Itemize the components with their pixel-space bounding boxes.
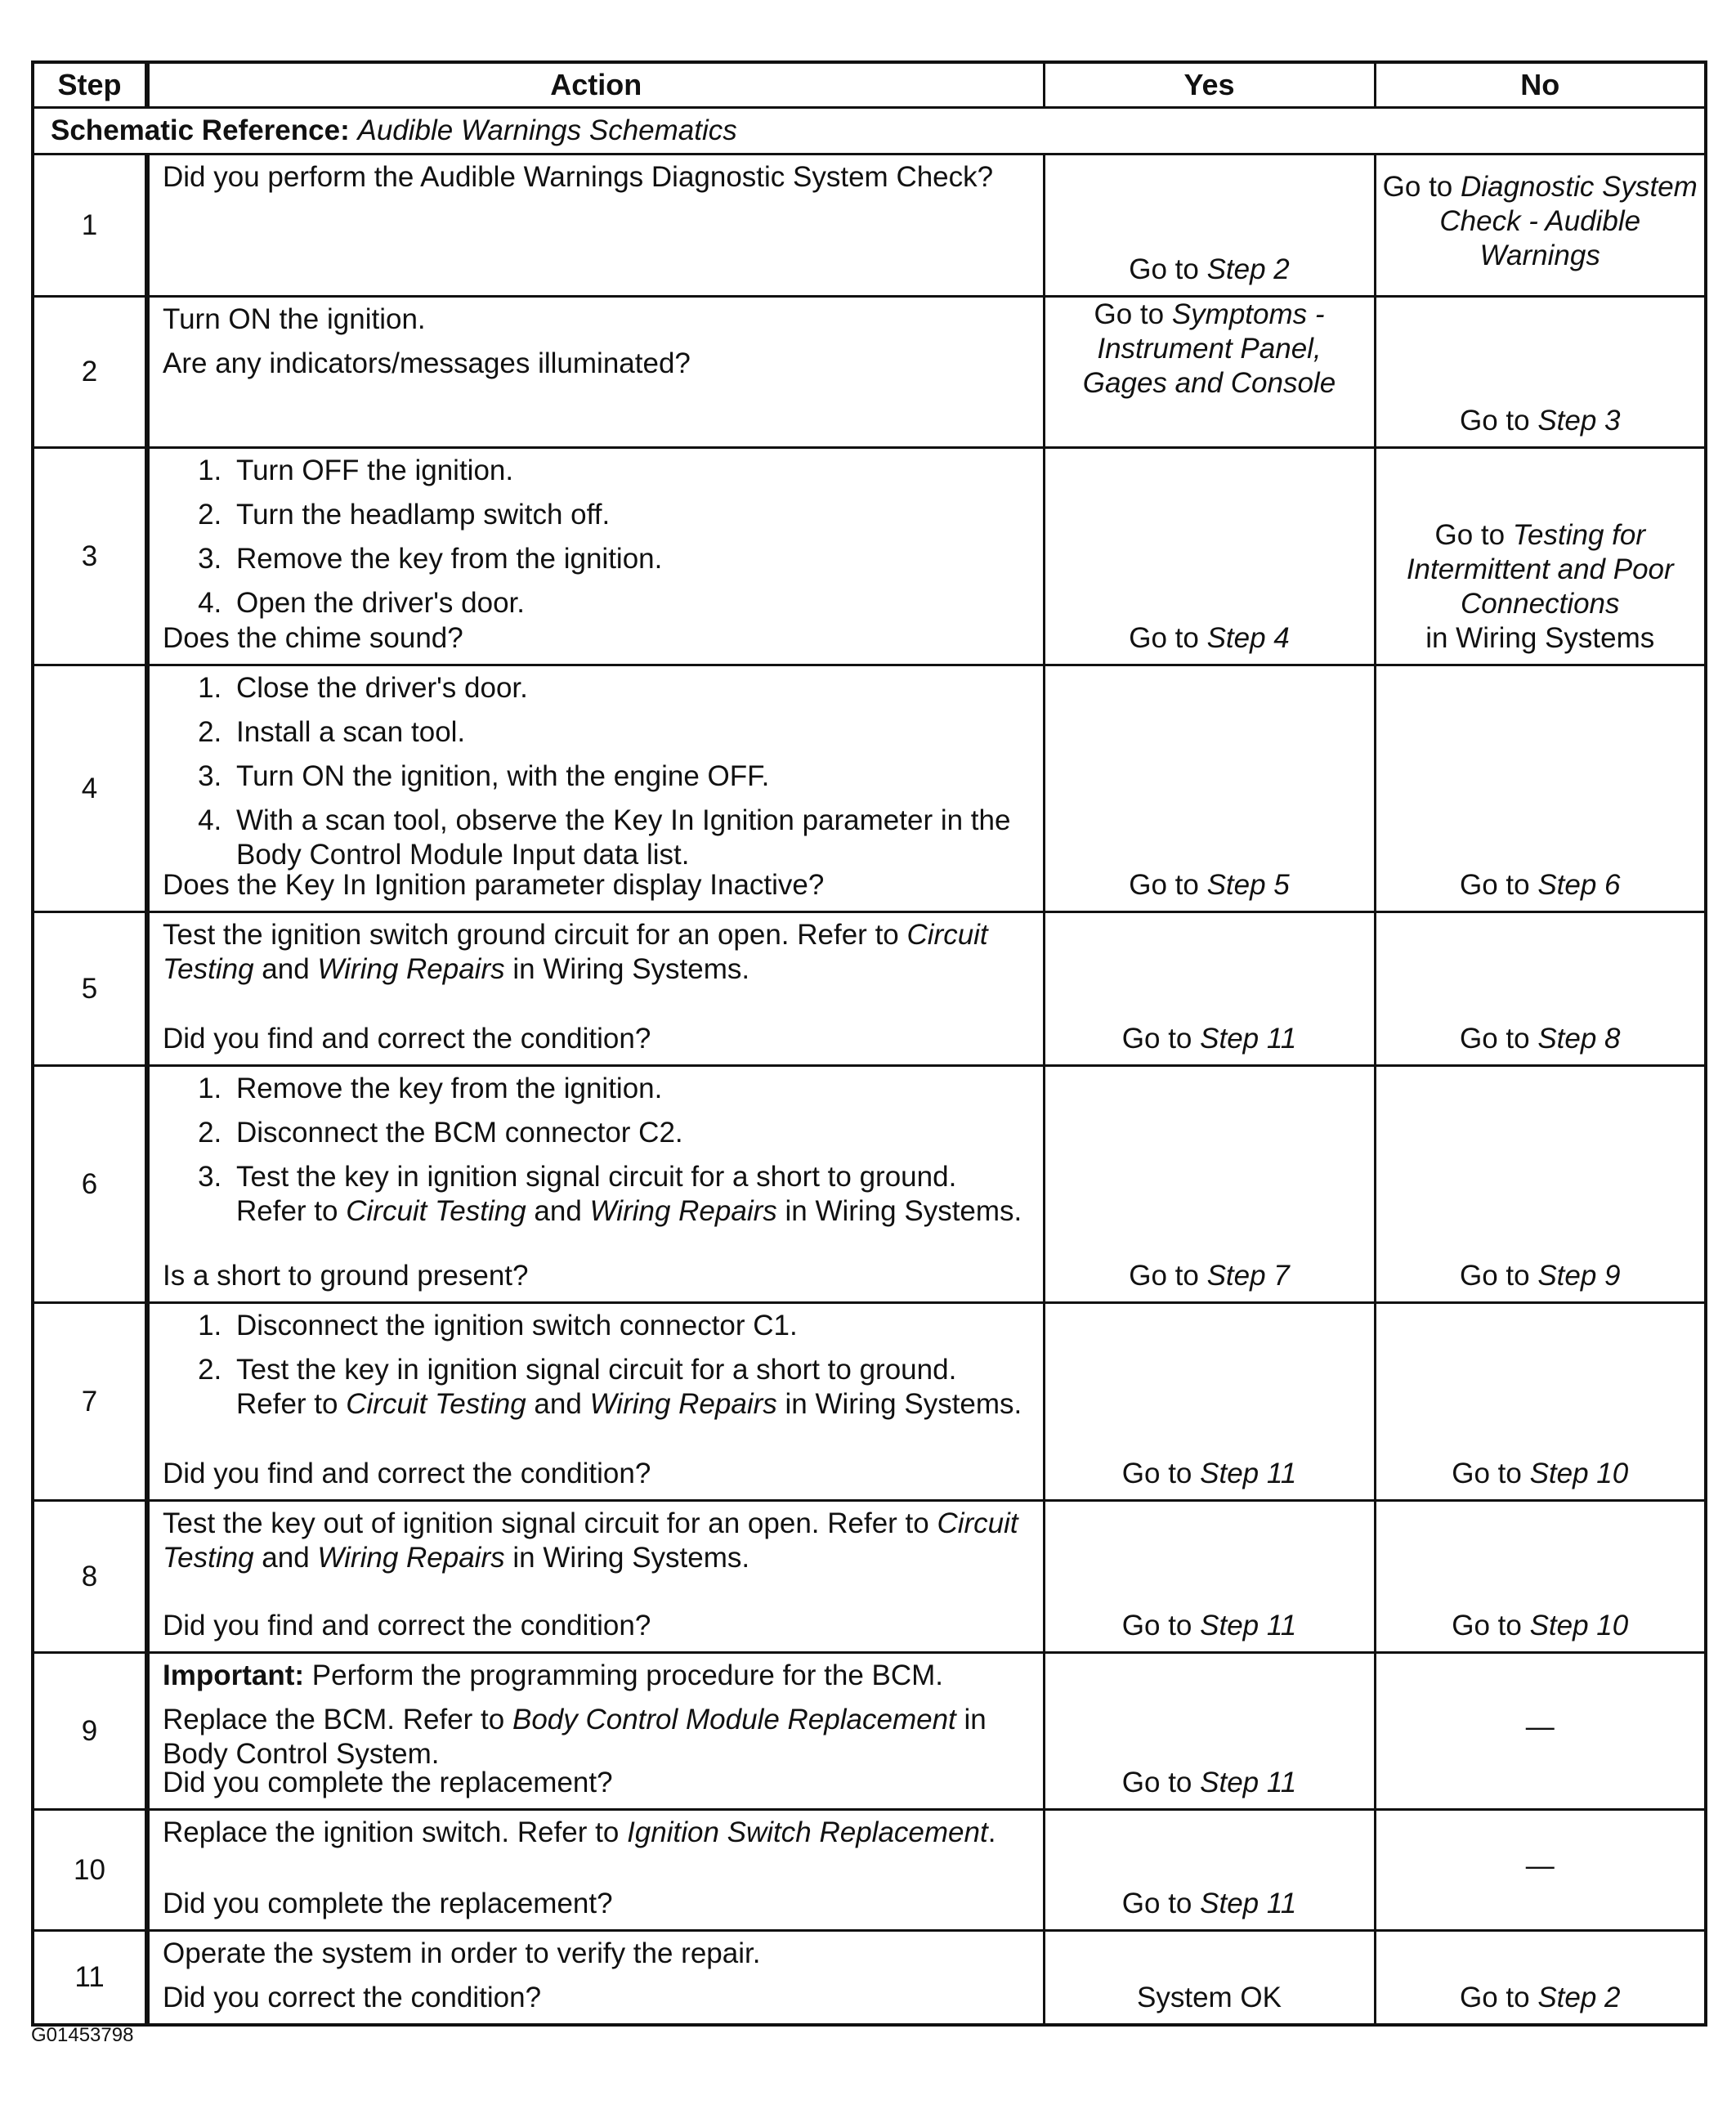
step-number: 1 — [33, 155, 147, 297]
header-action: Action — [147, 62, 1044, 108]
yes-cell — [1044, 1303, 1375, 1501]
text-part: and — [253, 953, 318, 985]
action-cell — [147, 912, 1044, 1066]
text-part: Replace the BCM. Refer to — [163, 1704, 512, 1736]
yes-step-link[interactable]: Step 7 — [1206, 1260, 1290, 1292]
reference-link[interactable]: Circuit Testing — [163, 1507, 1018, 1574]
yes-step-link[interactable]: Step 11 — [1200, 1767, 1297, 1798]
reference-link[interactable]: Circuit Testing — [346, 1388, 526, 1420]
table-row — [33, 912, 1706, 1066]
step-number: 3 — [33, 448, 147, 665]
action-step-item: 2. Disconnect the BCM connector C2. — [230, 1116, 1033, 1150]
table-row — [33, 1066, 1706, 1303]
action-question: Did you correct the condition? — [163, 1982, 542, 2013]
action-cell — [147, 1066, 1044, 1303]
no-link[interactable]: Diagnostic System Check - Audible Warnings — [1439, 170, 1698, 271]
yes-cell — [1044, 1066, 1375, 1303]
yes-prefix: Go to — [1121, 1023, 1201, 1055]
no-prefix: Go to — [1452, 1458, 1530, 1489]
header-row — [33, 62, 1706, 108]
yes-cell — [1044, 1931, 1375, 2026]
action-step-item — [230, 1160, 1033, 1229]
important-label: Important: — [163, 1659, 305, 1691]
step-number: 10 — [33, 1810, 147, 1931]
action-question: Did you complete the replacement? — [163, 1767, 613, 1798]
no-step-link[interactable]: Step 2 — [1537, 1982, 1621, 2013]
action-question: Did you find and correct the condition? — [163, 1023, 651, 1055]
no-prefix: Go to — [1459, 869, 1538, 901]
table-row — [33, 448, 1706, 665]
yes-cell — [1044, 1810, 1375, 1931]
yes-step-link[interactable]: Step 11 — [1200, 1610, 1297, 1641]
action-cell — [147, 1653, 1044, 1810]
action-question: Did you complete the replacement? — [163, 1888, 613, 1919]
yes-prefix: Go to — [1094, 298, 1172, 330]
action-question: Does the chime sound? — [163, 622, 463, 654]
header-yes: Yes — [1044, 62, 1375, 108]
header-step: Step — [33, 62, 147, 108]
step-number: 11 — [33, 1931, 147, 2026]
table-row — [33, 1931, 1706, 2026]
action-step-item: 3. Remove the key from the ignition. — [230, 542, 1033, 576]
action-cell — [147, 155, 1044, 297]
no-cell — [1375, 912, 1706, 1066]
text-part: Test the key in ignition signal circuit for a short to ground. Refer to — [236, 1161, 957, 1227]
no-suffix: in Wiring Systems — [1425, 622, 1655, 654]
no-step-link[interactable]: Step 6 — [1537, 869, 1621, 901]
step-number: 2 — [33, 297, 147, 448]
text-part: in Wiring Systems. — [504, 953, 750, 985]
yes-step-link[interactable]: Step 11 — [1200, 1023, 1297, 1055]
yes-cell — [1044, 912, 1375, 1066]
table-row — [33, 1810, 1706, 1931]
action-step-item: 4. With a scan tool, observe the Key In Ignition parameter in the Body Control Module Input data list. — [230, 804, 1033, 872]
reference-link[interactable]: Circuit Testing — [163, 919, 988, 985]
reference-link[interactable]: Wiring Repairs — [317, 953, 505, 985]
action-step-item: 1. Turn OFF the ignition. — [230, 454, 1033, 488]
reference-link[interactable]: Wiring Repairs — [589, 1195, 777, 1227]
text-part: Test the ignition switch ground circuit for an open. Refer to — [163, 919, 907, 951]
schematic-link[interactable]: Audible Warnings Schematics — [357, 114, 737, 146]
no-cell — [1375, 665, 1706, 912]
text-part: and — [526, 1388, 590, 1420]
no-cell — [1375, 155, 1706, 297]
table-row — [33, 665, 1706, 912]
action-cell — [147, 297, 1044, 448]
text-part: in Body Control System. — [163, 1704, 987, 1770]
action-steps-list — [163, 671, 1033, 872]
yes-step-link[interactable]: Step 2 — [1206, 253, 1290, 285]
action-cell — [147, 1501, 1044, 1653]
action-question: Does the Key In Ignition parameter display Inactive? — [163, 869, 825, 901]
text-part: Replace the ignition switch. Refer to — [163, 1816, 628, 1848]
yes-prefix: Go to — [1121, 1458, 1201, 1489]
no-prefix: Go to — [1434, 519, 1513, 551]
action-step-item: 1. Remove the key from the ignition. — [230, 1072, 1033, 1106]
yes-cell — [1044, 1501, 1375, 1653]
dash: — — [1525, 1710, 1555, 1743]
no-step-link[interactable]: Step 10 — [1529, 1610, 1629, 1641]
action-step-item: 4. Open the driver's door. — [230, 586, 1033, 620]
no-step-link[interactable]: Step 10 — [1529, 1458, 1629, 1489]
figure-code: G01453798 — [31, 2024, 134, 2046]
no-cell — [1375, 297, 1706, 448]
action-steps-list — [163, 1309, 1033, 1422]
text-part: and — [526, 1195, 590, 1227]
no-cell — [1375, 448, 1706, 665]
text-part: and — [253, 1542, 318, 1574]
yes-step-link[interactable]: Step 11 — [1200, 1458, 1297, 1489]
action-step-item — [230, 1353, 1033, 1422]
action-step-item: 1. Close the driver's door. — [230, 671, 1033, 705]
no-prefix: Go to — [1382, 170, 1461, 203]
important-text: Perform the programming procedure for the BCM. — [304, 1659, 944, 1691]
reference-link[interactable]: Ignition Switch Replacement — [627, 1816, 988, 1848]
no-prefix: Go to — [1459, 1982, 1538, 2013]
yes-step-link[interactable]: Step 11 — [1200, 1888, 1297, 1919]
diagnostic-table — [31, 60, 1707, 2027]
action-steps-list — [163, 454, 1033, 620]
step-number: 8 — [33, 1501, 147, 1653]
no-link[interactable]: Testing for Intermittent and Poor Connections — [1406, 519, 1674, 620]
step-number: 7 — [33, 1303, 147, 1501]
table-row — [33, 1501, 1706, 1653]
no-step-link[interactable]: Step 8 — [1537, 1023, 1621, 1055]
yes-cell — [1044, 665, 1375, 912]
no-step-link[interactable]: Step 3 — [1537, 405, 1621, 437]
action-cell — [147, 1303, 1044, 1501]
action-text — [163, 1816, 1033, 1850]
action-question: Did you find and correct the condition? — [163, 1458, 651, 1489]
action-step-item: 2. Install a scan tool. — [230, 715, 1033, 750]
no-cell — [1375, 1303, 1706, 1501]
table-row — [33, 155, 1706, 297]
no-cell — [1375, 1653, 1706, 1810]
yes-prefix: Go to — [1129, 253, 1207, 285]
schematic-reference — [33, 108, 1706, 155]
no-prefix: Go to — [1452, 1610, 1530, 1641]
text-part: in Wiring Systems. — [504, 1542, 750, 1574]
action-text — [163, 1507, 1033, 1575]
yes-cell — [1044, 155, 1375, 297]
no-prefix: Go to — [1459, 1260, 1538, 1292]
reference-link[interactable]: Wiring Repairs — [317, 1542, 505, 1574]
text-part: Test the key in ignition signal circuit for a short to ground. Refer to — [236, 1354, 957, 1420]
action-text — [163, 918, 1033, 987]
yes-prefix: Go to — [1129, 869, 1207, 901]
reference-link[interactable]: Body Control Module Replacement — [512, 1704, 956, 1736]
step-number: 5 — [33, 912, 147, 1066]
step-number: 6 — [33, 1066, 147, 1303]
no-cell — [1375, 1931, 1706, 2026]
important-note — [163, 1659, 1033, 1693]
action-question: Is a short to ground present? — [163, 1260, 529, 1292]
reference-link[interactable]: Wiring Repairs — [589, 1388, 777, 1420]
yes-cell — [1044, 1653, 1375, 1810]
action-steps-list — [163, 1072, 1033, 1229]
action-text — [163, 1703, 1033, 1771]
yes-link[interactable]: Symptoms - Instrument Panel, Gages and Console — [1082, 298, 1336, 399]
step-number: 4 — [33, 665, 147, 912]
yes-prefix: Go to — [1121, 1767, 1201, 1798]
step-number: 9 — [33, 1653, 147, 1810]
action-cell — [147, 1810, 1044, 1931]
yes-step-link[interactable]: Step 5 — [1206, 869, 1290, 901]
yes-prefix: Go to — [1121, 1888, 1201, 1919]
yes-cell — [1044, 297, 1375, 448]
text-part: . — [987, 1816, 996, 1848]
text-part: Test the key out of ignition signal circuit for an open. Refer to — [163, 1507, 937, 1539]
yes-step-link[interactable]: Step 4 — [1206, 622, 1290, 654]
table-row — [33, 1303, 1706, 1501]
no-step-link[interactable]: Step 9 — [1537, 1260, 1621, 1292]
action-text: Turn ON the ignition. — [163, 303, 426, 335]
no-cell — [1375, 1501, 1706, 1653]
action-question: Did you find and correct the condition? — [163, 1610, 651, 1641]
action-text: Did you perform the Audible Warnings Diagnostic System Check? — [163, 161, 994, 193]
yes-prefix: Go to — [1129, 1260, 1207, 1292]
text-part: in Wiring Systems. — [776, 1195, 1022, 1227]
no-cell — [1375, 1066, 1706, 1303]
action-cell — [147, 665, 1044, 912]
reference-link[interactable]: Circuit Testing — [346, 1195, 526, 1227]
yes-result: System OK — [1137, 1982, 1282, 2013]
action-text: Operate the system in order to verify the repair. — [163, 1937, 761, 1969]
no-cell — [1375, 1810, 1706, 1931]
table-row — [33, 297, 1706, 448]
action-cell — [147, 1931, 1044, 2026]
schematic-label: Schematic Reference: — [51, 114, 350, 146]
table-row — [33, 1653, 1706, 1810]
no-prefix: Go to — [1459, 405, 1538, 437]
action-question: Are any indicators/messages illuminated? — [163, 347, 691, 379]
text-part: in Wiring Systems. — [776, 1388, 1022, 1420]
yes-cell — [1044, 448, 1375, 665]
action-step-item: 2. Turn the headlamp switch off. — [230, 498, 1033, 532]
header-no: No — [1375, 62, 1706, 108]
yes-prefix: Go to — [1129, 622, 1207, 654]
no-prefix: Go to — [1459, 1023, 1538, 1055]
dash: — — [1525, 1849, 1555, 1882]
action-cell — [147, 448, 1044, 665]
action-step-item: 3. Turn ON the ignition, with the engine OFF. — [230, 759, 1033, 794]
action-step-item: 1. Disconnect the ignition switch connector C1. — [230, 1309, 1033, 1343]
schematic-reference-row — [33, 108, 1706, 155]
yes-prefix: Go to — [1121, 1610, 1201, 1641]
